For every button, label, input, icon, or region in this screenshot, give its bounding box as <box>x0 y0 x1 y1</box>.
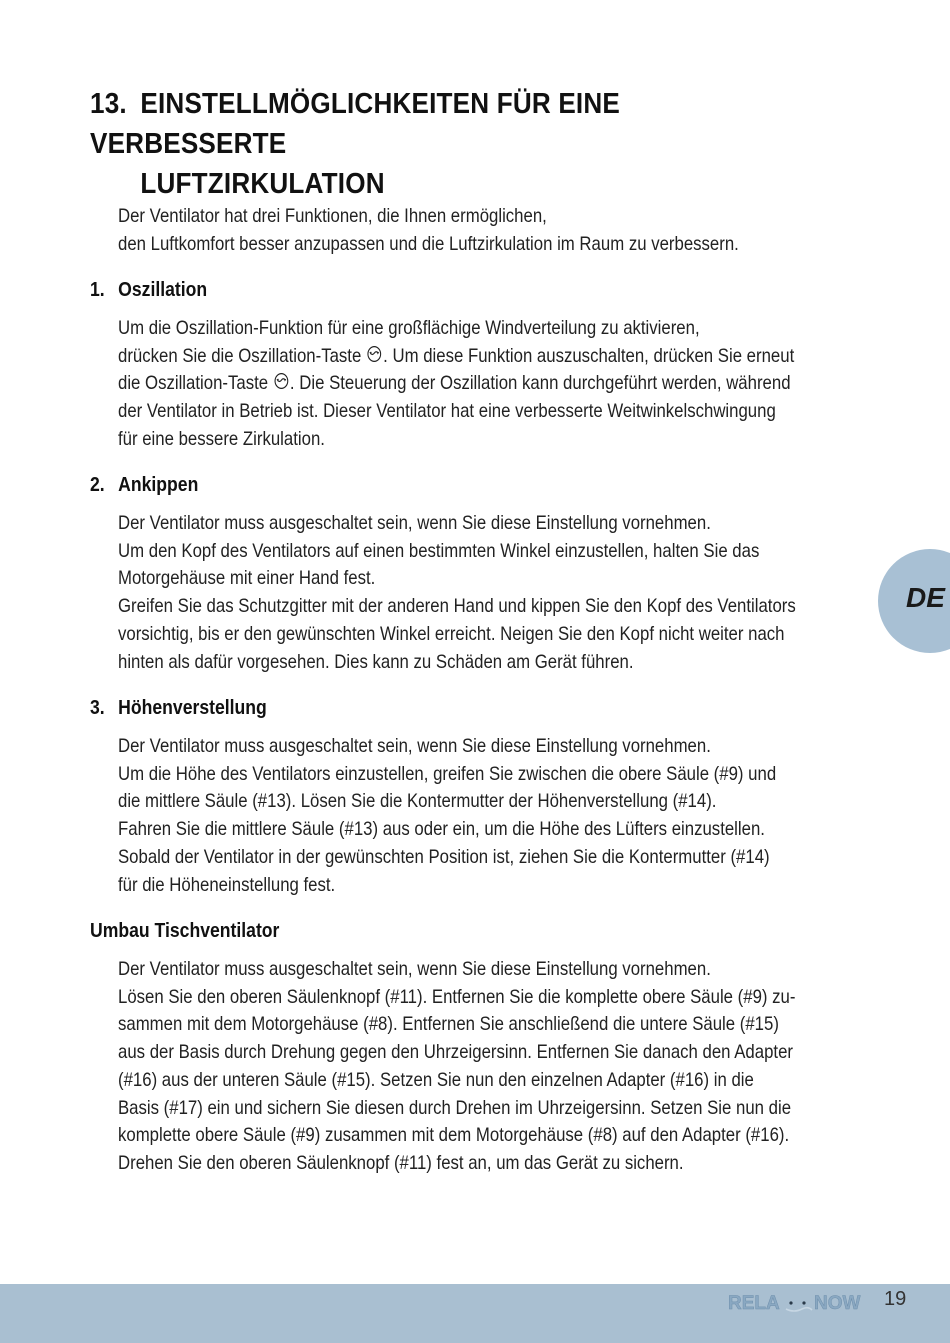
paragraph-line: aus der Basis durch Drehung gegen den Uhrzeigersinn. Entfernen Sie danach den Adapter <box>118 1041 793 1064</box>
section-heading-oscillation <box>90 279 207 302</box>
paragraph-line: Drehen Sie den oberen Säulenknopf (#11) fest an, um das Gerät zu sichern. <box>118 1151 684 1174</box>
paragraph-line: Sobald der Ventilator in der gewünschten Position ist, ziehen Sie die Kontermutter (#14) <box>118 845 770 868</box>
section-number: 3. <box>90 697 105 719</box>
paragraph-line: Fahren Sie die mittlere Säule (#13) aus oder ein, um die Höhe des Lüfters einzustellen. <box>118 818 765 841</box>
section-title: Oszillation <box>118 279 208 301</box>
oscillation-icon <box>367 345 382 363</box>
oscillation-paragraph <box>118 315 858 454</box>
paragraph-line: Der Ventilator muss ausgeschaltet sein, wenn Sie diese Einstellung vornehmen. <box>118 958 711 980</box>
text-fragment: die Oszillation-Taste <box>118 372 269 395</box>
text-fragment: . Um diese Funktion auszuschalten, drücken Sie erneut <box>383 344 795 367</box>
title-line-2: LUFTZIRKULATION <box>140 168 385 200</box>
page-title <box>90 84 810 204</box>
section-number: 1. <box>90 279 105 301</box>
paragraph-line: Der Ventilator muss ausgeschaltet sein, wenn Sie diese Einstellung vornehmen. <box>118 735 711 757</box>
paragraph-line <box>118 343 858 371</box>
title-line-1: EINSTELLMÖGLICHKEITEN FÜR EINE VERBESSERTE <box>90 88 620 160</box>
paragraph-line: Lösen Sie den oberen Säulenknopf (#11). Entfernen Sie die komplette obere Säule (#9) zu- <box>118 985 796 1008</box>
intro-line: den Luftkomfort besser anzupassen und die Luftzirkulation im Raum zu verbessern. <box>118 232 739 255</box>
paragraph-line: der Ventilator in Betrieb ist. Dieser Ventilator hat eine verbesserte Weitwinkelschwingung <box>118 400 776 423</box>
section-heading-tilt <box>90 474 198 497</box>
section-title: Ankippen <box>118 474 199 496</box>
paragraph-line: vorsichtig, bis er den gewünschten Winkel erreicht. Neigen Sie den Kopf nicht weiter nach <box>118 622 785 645</box>
paragraph-line: Motorgehäuse mit einer Hand fest. <box>118 567 376 590</box>
section-number: 2. <box>90 474 105 496</box>
paragraph-line: Um die Höhe des Ventilators einzustellen, greifen Sie zwischen die obere Säule (#9) und <box>118 762 777 785</box>
paragraph-line: die mittlere Säule (#13). Lösen Sie die Kontermutter der Höhenverstellung (#14). <box>118 790 717 813</box>
logo-text-right: NOW <box>814 1293 861 1314</box>
paragraph-line: sammen mit dem Motorgehäuse (#8). Entfernen Sie anschließend die untere Säule (#15) <box>118 1013 779 1036</box>
section-heading-table-fan <box>90 920 279 943</box>
brand-logo <box>728 1290 868 1314</box>
paragraph-line: komplette obere Säule (#9) zusammen mit dem Motorgehäuse (#8) auf den Adapter (#16). <box>118 1124 790 1147</box>
paragraph-line: hinten als dafür vorgesehen. Dies kann zu Schäden am Gerät führen. <box>118 650 634 673</box>
height-paragraph <box>118 733 858 899</box>
paragraph-line: (#16) aus der unteren Säule (#15). Setzen Sie nun den einzelnen Adapter (#16) in die <box>118 1068 754 1091</box>
intro-paragraph <box>118 203 858 258</box>
title-number: 13. <box>90 88 127 120</box>
logo-text-left: RELA <box>728 1293 780 1314</box>
logo-dot-icon <box>802 1301 805 1304</box>
section-title: Höhenverstellung <box>118 697 267 719</box>
paragraph-line: Der Ventilator muss ausgeschaltet sein, wenn Sie diese Einstellung vornehmen. <box>118 512 711 534</box>
text-fragment: . Die Steuerung der Oszillation kann durchgeführt werden, während <box>289 372 791 395</box>
section-title: Umbau Tischventilator <box>90 920 280 942</box>
section-heading-height <box>90 697 267 720</box>
table-fan-paragraph <box>118 956 858 1178</box>
language-tab-label: DE <box>906 582 945 613</box>
paragraph-line: für eine bessere Zirkulation. <box>118 427 325 450</box>
paragraph-line: Um die Oszillation-Funktion für eine großflächige Windverteilung zu aktivieren, <box>118 317 700 339</box>
paragraph-line: für die Höheneinstellung fest. <box>118 873 336 896</box>
paragraph-line: Greifen Sie das Schutzgitter mit der anderen Hand und kippen Sie den Kopf des Ventilators <box>118 595 796 618</box>
tilt-paragraph <box>118 510 858 676</box>
page-number: 19 <box>884 1288 907 1310</box>
paragraph-line <box>118 370 858 398</box>
logo-wave-icon <box>786 1308 812 1311</box>
oscillation-icon <box>274 372 289 390</box>
paragraph-line: Basis (#17) ein und sichern Sie diesen durch Drehen im Uhrzeigersinn. Setzen Sie nun die <box>118 1096 792 1119</box>
logo-dot-icon <box>789 1301 792 1304</box>
text-fragment: drücken Sie die Oszillation-Taste <box>118 344 362 367</box>
paragraph-line: Um den Kopf des Ventilators auf einen bestimmten Winkel einzustellen, halten Sie das <box>118 539 760 562</box>
intro-line: Der Ventilator hat drei Funktionen, die Ihnen ermöglichen, <box>118 205 547 227</box>
